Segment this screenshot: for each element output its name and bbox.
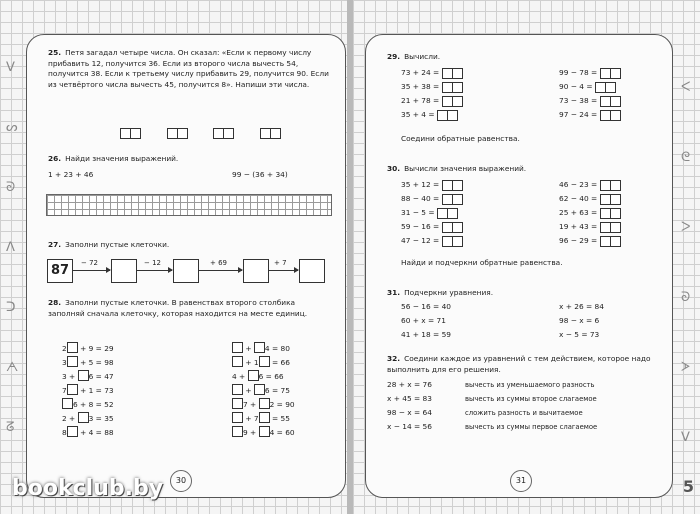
- answer-grid[interactable]: [46, 194, 332, 216]
- equation-row: 90 − 4 =: [559, 82, 620, 96]
- margin-decoration: ᘐ: [681, 290, 691, 305]
- answer-box[interactable]: [259, 356, 270, 367]
- equation-row: 8 + 4 = 88: [62, 428, 114, 437]
- answer-box[interactable]: [232, 342, 243, 353]
- equation-row[interactable]: x − 5 = 73: [559, 330, 600, 339]
- task-25-answer-boxes: [120, 128, 280, 141]
- answer-box[interactable]: [260, 128, 280, 141]
- task-number: 26.: [48, 154, 62, 163]
- page-number: 31: [510, 470, 532, 492]
- task-28-column-2: [232, 342, 295, 440]
- equation-row[interactable]: 56 − 16 = 40: [401, 302, 451, 311]
- answer-box[interactable]: [600, 180, 620, 193]
- equation-row: 7 + 1 = 73: [62, 386, 114, 395]
- margin-decoration: ᘔ: [6, 420, 15, 435]
- equation-item[interactable]: x + 45 = 83: [387, 394, 432, 403]
- answer-box[interactable]: [600, 110, 620, 123]
- equation-row: 47 − 12 =: [401, 236, 462, 250]
- equation-row: 35 + 12 =: [401, 180, 462, 194]
- equation-row: 7 + 2 = 90: [232, 398, 295, 412]
- equation-row[interactable]: x + 26 = 84: [559, 302, 604, 311]
- equation-row: 4 + 6 = 66: [232, 372, 284, 381]
- margin-decoration: ᐸ: [681, 80, 691, 95]
- equation-row: 73 + 24 =: [401, 68, 462, 82]
- chain-empty-box[interactable]: [173, 259, 199, 283]
- answer-box[interactable]: [442, 82, 462, 95]
- task-30-footer: Найди и подчеркни обратные равенства.: [401, 258, 563, 267]
- equation-row: 88 − 40 =: [401, 194, 462, 208]
- corner-mark: 5: [682, 477, 694, 496]
- answer-box[interactable]: [600, 222, 620, 235]
- task-29-column-1: [401, 68, 462, 124]
- margin-decoration: ᗅ: [6, 360, 19, 375]
- answer-box[interactable]: [67, 356, 78, 367]
- answer-box[interactable]: [78, 370, 89, 381]
- margin-decoration: ᘓ: [681, 150, 691, 165]
- task-number: 32.: [387, 354, 401, 363]
- margin-decoration: ᘐ: [6, 180, 16, 195]
- margin-decoration: ᐳ: [681, 220, 691, 235]
- chain-arrow: [136, 270, 172, 271]
- equation-item[interactable]: x − 14 = 56: [387, 422, 432, 431]
- answer-box[interactable]: [67, 342, 78, 353]
- action-item[interactable]: вычесть из суммы второе слагаемое: [465, 395, 597, 403]
- task-text: Найди значения выражений.: [65, 154, 179, 163]
- chain-step-label: + 69: [210, 259, 227, 267]
- task-text: Вычисли.: [404, 52, 441, 61]
- equation-row: 35 + 38 =: [401, 82, 462, 96]
- answer-box[interactable]: [437, 208, 457, 221]
- equation-row: 31 − 5 =: [401, 208, 462, 222]
- answer-box[interactable]: [600, 236, 620, 249]
- watermark: bookclub.by: [12, 476, 164, 501]
- answer-box[interactable]: [600, 68, 620, 81]
- equation-row: 99 − 78 =: [559, 68, 620, 82]
- task-29: [387, 52, 440, 63]
- equation-row: 25 + 63 =: [559, 208, 620, 222]
- action-item[interactable]: вычесть из уменьшаемого разность: [465, 381, 595, 389]
- chain-empty-box[interactable]: [243, 259, 269, 283]
- task-28: [48, 298, 330, 319]
- equation-item[interactable]: 28 + x = 76: [387, 380, 432, 389]
- answer-box[interactable]: [248, 370, 259, 381]
- answer-box[interactable]: [442, 194, 462, 207]
- equation-row[interactable]: 41 + 18 = 59: [401, 330, 451, 339]
- task-26: [48, 154, 330, 165]
- answer-box[interactable]: [232, 384, 243, 395]
- chain-arrow: [72, 270, 110, 271]
- equation-row: 97 − 24 =: [559, 110, 620, 124]
- answer-box[interactable]: [232, 426, 243, 437]
- answer-box[interactable]: [600, 96, 620, 109]
- task-30-column-2: [559, 180, 620, 250]
- equation-row: 46 − 23 =: [559, 180, 620, 194]
- task-text: Соедини каждое из уравнений с тем действием, которое надо выполнить для его решения.: [387, 354, 651, 374]
- answer-box[interactable]: [600, 194, 620, 207]
- task-text: Петя загадал четыре числа. Он сказал: «Если к первому числу прибавить 12, получится 36. Если из второго числа вычесть 54, получится 38. Если к третьему числу прибавить 29, получится 90. Если из четвёртого числа вычесть 45, получится 8». Напиши эти числа.: [48, 48, 329, 89]
- answer-box[interactable]: [120, 128, 140, 141]
- answer-box[interactable]: [442, 236, 462, 249]
- task-29-footer: Соедини обратные равенства.: [401, 134, 520, 143]
- equation-row: 2 + 9 = 29: [62, 344, 114, 353]
- task-text: Заполни пустые клеточки. В равенствах второго столбика заполняй сначала клеточку, которая находится на месте единиц.: [48, 298, 308, 318]
- answer-box[interactable]: [437, 110, 457, 123]
- answer-box[interactable]: [78, 412, 89, 423]
- answer-box[interactable]: [259, 412, 270, 423]
- answer-box[interactable]: [232, 412, 243, 423]
- margin-decoration: ᗆ: [681, 360, 691, 375]
- equation-item[interactable]: 98 − x = 64: [387, 408, 432, 417]
- equation-row: + 6 = 75: [232, 384, 295, 398]
- answer-box[interactable]: [67, 384, 78, 395]
- answer-box[interactable]: [254, 384, 265, 395]
- chain-step-label: + 7: [274, 259, 287, 267]
- task-25: [48, 48, 330, 90]
- margin-decoration: ᐯ: [681, 430, 690, 445]
- chain-empty-box[interactable]: [299, 259, 325, 283]
- equation-row: 3 + 6 = 47: [62, 372, 114, 381]
- equation-row: 59 − 16 =: [401, 222, 462, 236]
- expression-1: 1 + 23 + 46: [48, 170, 94, 179]
- answer-box[interactable]: [600, 208, 620, 221]
- right-page: [353, 0, 700, 514]
- task-31: [387, 288, 493, 299]
- task-30-column-1: [401, 180, 462, 250]
- margin-decoration: ᐱ: [6, 240, 15, 255]
- answer-box[interactable]: [259, 398, 270, 409]
- answer-box[interactable]: [442, 68, 462, 81]
- chain-empty-box[interactable]: [111, 259, 137, 283]
- equation-row: 21 + 78 =: [401, 96, 462, 110]
- action-item[interactable]: сложить разность и вычитаемое: [465, 409, 583, 417]
- action-item[interactable]: вычесть из суммы первое слагаемое: [465, 423, 598, 431]
- chain-step-label: − 12: [144, 259, 161, 267]
- answer-box[interactable]: [232, 356, 243, 367]
- task-text: Подчеркни уравнения.: [404, 288, 494, 297]
- answer-box[interactable]: [254, 342, 265, 353]
- left-page: [0, 0, 347, 514]
- task-30: [387, 164, 526, 175]
- task-number: 25.: [48, 48, 62, 57]
- equation-row: 62 − 40 =: [559, 194, 620, 208]
- task-32-actions: [465, 380, 597, 436]
- task-text: Вычисли значения выражений.: [404, 164, 527, 173]
- task-31-column-1: [401, 302, 451, 344]
- equation-row: + 1 = 66: [232, 356, 295, 370]
- margin-decoration: ᑐ: [6, 300, 16, 315]
- margin-decoration: ᔕ: [6, 120, 18, 135]
- answer-box[interactable]: [442, 180, 462, 193]
- equation-row: 3 + 5 = 98: [62, 358, 114, 367]
- page-number: 30: [170, 470, 192, 492]
- equation-row: 9 + 4 = 60: [232, 426, 295, 440]
- answer-box[interactable]: [442, 96, 462, 109]
- answer-box[interactable]: [442, 222, 462, 235]
- answer-box[interactable]: [62, 398, 73, 409]
- equation-row[interactable]: 98 − x = 6: [559, 316, 600, 325]
- task-number: 28.: [48, 298, 62, 307]
- task-32: [387, 354, 663, 375]
- equation-row: 6 + 8 = 52: [62, 398, 114, 412]
- answer-box[interactable]: [213, 128, 233, 141]
- task-number: 27.: [48, 240, 62, 249]
- task-number: 31.: [387, 288, 401, 297]
- equation-row: 73 − 38 =: [559, 96, 620, 110]
- chain-arrow: [198, 270, 242, 271]
- answer-box[interactable]: [67, 426, 78, 437]
- equation-row: + 4 = 80: [232, 342, 295, 356]
- task-number: 30.: [387, 164, 401, 173]
- equation-row[interactable]: 60 + x = 71: [401, 316, 446, 325]
- answer-box[interactable]: [595, 82, 615, 95]
- answer-box[interactable]: [232, 398, 243, 409]
- task-31-column-2: [559, 302, 604, 344]
- task-27: [48, 240, 169, 251]
- task-28-column-1: [62, 342, 114, 440]
- answer-box[interactable]: [259, 426, 270, 437]
- equation-row: 35 + 4 =: [401, 110, 462, 124]
- task-number: 29.: [387, 52, 401, 61]
- margin-decoration: ᐯ: [6, 60, 15, 75]
- equation-row: + 7 = 55: [232, 412, 295, 426]
- chain-step-label: − 72: [81, 259, 98, 267]
- answer-box[interactable]: [167, 128, 187, 141]
- equation-row: 96 − 29 =: [559, 236, 620, 250]
- task-32-equations: [387, 380, 432, 436]
- expression-2: 99 − (36 + 34): [232, 170, 288, 179]
- task-29-column-2: [559, 68, 620, 124]
- task-text: Заполни пустые клеточки.: [65, 240, 170, 249]
- chain-start-value: 87: [47, 259, 73, 283]
- equation-row: 2 + 3 = 35: [62, 414, 114, 423]
- equation-row: 19 + 43 =: [559, 222, 620, 236]
